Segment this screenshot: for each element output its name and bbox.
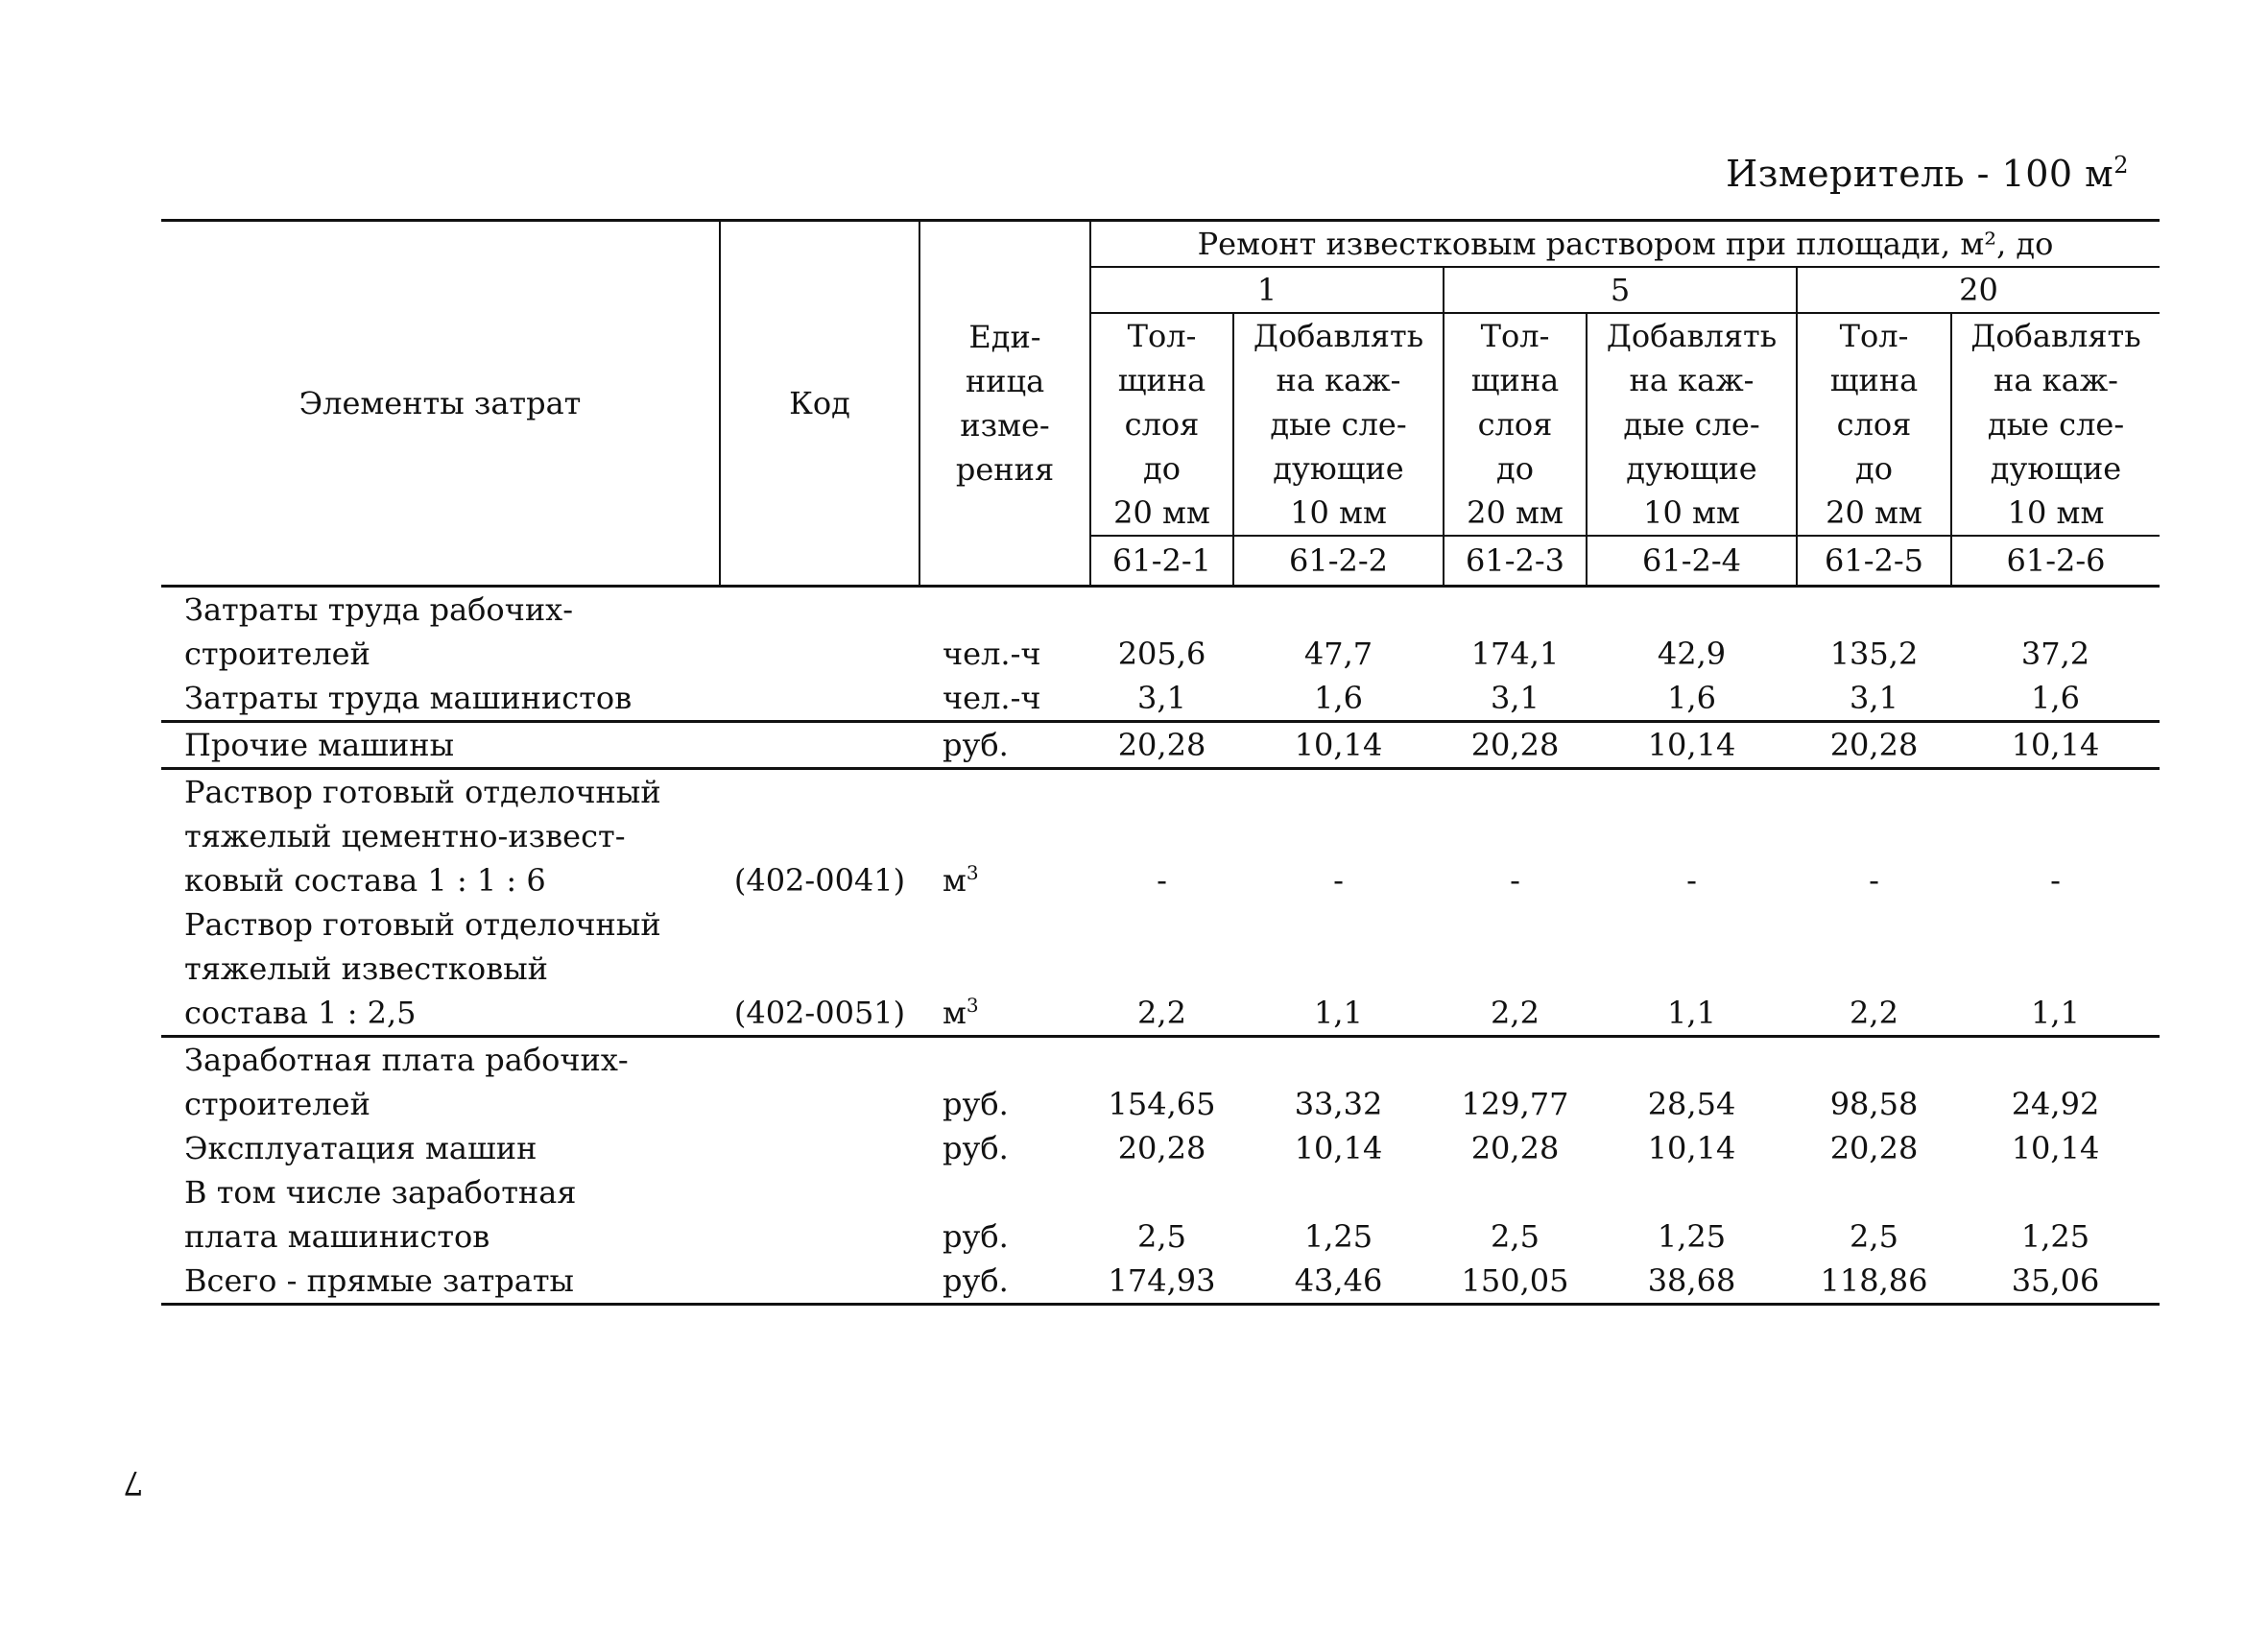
- header-thickness-line: слоя: [1124, 406, 1200, 443]
- measure-sup: 2: [2113, 152, 2129, 179]
- value-cell: 1,6: [1233, 676, 1444, 722]
- header-add-each-10mm-line: дующие: [1626, 450, 1757, 487]
- value-cell: -: [1686, 862, 1697, 899]
- row-label: [161, 1126, 720, 1170]
- row-label-line: Эксплуатация машин: [184, 1130, 537, 1166]
- header-add-each-10mm-line: 10 мм: [1290, 494, 1387, 531]
- row-label: [161, 676, 720, 722]
- measure-unit: [1726, 152, 2129, 195]
- row-label-line: строителей: [184, 1086, 370, 1122]
- norm-code: 61-2-6: [1951, 536, 2160, 587]
- header-thickness-line: щина: [1470, 362, 1560, 398]
- value-cell: 37,2: [2020, 636, 2090, 672]
- value-cell: 47,7: [1303, 636, 1373, 672]
- value-cell: 20,28: [1444, 722, 1587, 769]
- header-thickness: [1797, 313, 1951, 536]
- resource-code: [720, 676, 919, 722]
- value-cell: -: [1333, 862, 1344, 899]
- unit-text: руб.: [943, 1218, 1009, 1255]
- value-cell: 10,14: [1587, 722, 1797, 769]
- value-cell: 2,5: [1850, 1218, 1898, 1255]
- table-row: [161, 587, 2160, 677]
- header-unit-line: Еди-: [968, 319, 1041, 355]
- header-add-each-10mm: [1233, 313, 1444, 536]
- header-area-20: 20: [1797, 267, 2160, 313]
- unit-text: м: [943, 995, 967, 1031]
- value-cell: 35,06: [1951, 1259, 2160, 1305]
- table-row: [161, 902, 2160, 1037]
- value-cell: 1,25: [1303, 1218, 1373, 1255]
- unit-of-measure: [919, 1037, 1090, 1127]
- resource-code: [720, 587, 919, 677]
- value-cell: 38,68: [1587, 1259, 1797, 1305]
- value-cell: 205,6: [1117, 636, 1206, 672]
- header-thickness-line: Тол-: [1480, 318, 1550, 354]
- value-cell: 2,2: [1090, 902, 1233, 1037]
- value-cell: 10,14: [2011, 1130, 2100, 1166]
- value-cell: 135,2: [1829, 636, 1919, 672]
- header-group-title: Ремонт известковым раствором при площади, м², до: [1090, 221, 2160, 268]
- row-label: [161, 587, 720, 677]
- norm-code: 61-2-3: [1444, 536, 1587, 587]
- value-cell: 2,2: [1444, 902, 1587, 1037]
- header-thickness-line: до: [1143, 450, 1181, 487]
- resource-code: [720, 1037, 919, 1127]
- unit-of-measure: [919, 769, 1090, 903]
- unit-of-measure: [919, 676, 1090, 722]
- value-cell: 10,14: [1951, 722, 2160, 769]
- resource-code: (402-0041): [733, 862, 906, 899]
- value-cell: 43,46: [1233, 1259, 1444, 1305]
- value-cell: 1,6: [1951, 676, 2160, 722]
- value-cell: 3,1: [1797, 676, 1951, 722]
- header-add-each-10mm-line: на каж-: [1629, 362, 1755, 398]
- unit-text: м: [943, 862, 967, 899]
- value-cell: 1,25: [1657, 1218, 1727, 1255]
- unit-of-measure: [919, 1126, 1090, 1170]
- header-thickness-line: 20 мм: [1467, 494, 1564, 531]
- table-row: [161, 722, 2160, 769]
- resource-code: [720, 1170, 919, 1259]
- resource-code: (402-0051): [720, 902, 919, 1037]
- header-thickness-line: 20 мм: [1826, 494, 1922, 531]
- row-label-line: строителей: [184, 636, 370, 672]
- header-thickness-line: слоя: [1477, 406, 1553, 443]
- header-thickness-line: щина: [1829, 362, 1919, 398]
- resource-code: [720, 1259, 919, 1305]
- row-label-line: состава 1 : 2,5: [184, 995, 417, 1031]
- value-cell: 3,1: [1090, 676, 1233, 722]
- header-add-each-10mm-line: Добавлять: [1970, 318, 2141, 354]
- unit-text: руб.: [943, 1262, 1009, 1299]
- table-row: [161, 1259, 2160, 1305]
- row-label-line: Прочие машины: [184, 727, 455, 763]
- norm-code: 61-2-4: [1587, 536, 1797, 587]
- row-label-line: Раствор готовый отделочный: [184, 906, 661, 943]
- header-add-each-10mm-line: Добавлять: [1606, 318, 1778, 354]
- header-unit: [919, 221, 1090, 587]
- value-cell: 33,32: [1294, 1086, 1383, 1122]
- header-add-each-10mm-line: 10 мм: [1643, 494, 1740, 531]
- value-cell: 3,1: [1444, 676, 1587, 722]
- header-thickness-line: слоя: [1836, 406, 1912, 443]
- header-thickness-line: 20 мм: [1113, 494, 1210, 531]
- row-label: [161, 1259, 720, 1305]
- value-cell: 1,1: [1951, 902, 2160, 1037]
- unit-text: руб.: [943, 1086, 1009, 1122]
- row-label-line: тяжелый известковый: [184, 950, 548, 987]
- table-row: [161, 769, 2160, 903]
- header-thickness: [1444, 313, 1587, 536]
- header-thickness-line: до: [1496, 450, 1534, 487]
- resource-code: [720, 722, 919, 769]
- unit-text: руб.: [943, 1130, 1009, 1166]
- unit-text: чел.-ч: [943, 636, 1041, 672]
- header-add-each-10mm-line: 10 мм: [2007, 494, 2105, 531]
- table-row: [161, 1037, 2160, 1127]
- row-label-line: Затраты труда машинистов: [184, 680, 633, 716]
- header-add-each-10mm-line: дующие: [1990, 450, 2122, 487]
- header-add-each-10mm: [1587, 313, 1797, 536]
- row-label: [161, 1037, 720, 1127]
- norm-code: 61-2-5: [1797, 536, 1951, 587]
- value-cell: 10,14: [1647, 1130, 1736, 1166]
- page-number: 7: [123, 1463, 144, 1501]
- row-label-line: Всего - прямые затраты: [184, 1262, 574, 1299]
- unit-superscript: 3: [966, 994, 979, 1017]
- value-cell: 118,86: [1797, 1259, 1951, 1305]
- header-add-each-10mm-line: Добавлять: [1253, 318, 1424, 354]
- value-cell: 1,25: [2020, 1218, 2090, 1255]
- header-thickness-line: до: [1855, 450, 1893, 487]
- header-area-5: 5: [1444, 267, 1797, 313]
- row-label-line: тяжелый цементно-извест-: [184, 818, 626, 854]
- header-code: Код: [720, 221, 919, 587]
- value-cell: 174,1: [1470, 636, 1560, 672]
- value-cell: 20,28: [1797, 722, 1951, 769]
- value-cell: 42,9: [1657, 636, 1727, 672]
- value-cell: 1,1: [1233, 902, 1444, 1037]
- row-label: [161, 902, 720, 1037]
- table-row: [161, 1126, 2160, 1170]
- value-cell: 2,5: [1491, 1218, 1540, 1255]
- header-elements: Элементы затрат: [161, 221, 720, 587]
- header-add-each-10mm-line: дые сле-: [1623, 406, 1760, 443]
- unit-text: чел.-ч: [943, 680, 1041, 716]
- value-cell: 129,77: [1461, 1086, 1569, 1122]
- value-cell: 98,58: [1829, 1086, 1919, 1122]
- header-add-each-10mm-line: на каж-: [1276, 362, 1401, 398]
- value-cell: 2,2: [1797, 902, 1951, 1037]
- header-thickness: [1090, 313, 1233, 536]
- row-label-line: Раствор готовый отделочный: [184, 774, 661, 810]
- header-add-each-10mm: [1951, 313, 2160, 536]
- measure-label: Измеритель - 100 м: [1726, 153, 2114, 195]
- header-add-each-10mm-line: на каж-: [1993, 362, 2118, 398]
- row-label: [161, 769, 720, 903]
- unit-of-measure: [919, 722, 1090, 769]
- row-label-line: плата машинистов: [184, 1218, 490, 1255]
- row-label-line: ковый состава 1 : 1 : 6: [184, 862, 546, 899]
- header-unit-line: ница: [965, 363, 1045, 399]
- header-thickness-line: щина: [1117, 362, 1206, 398]
- header-add-each-10mm-line: дые сле-: [1987, 406, 2125, 443]
- value-cell: 1,6: [1587, 676, 1797, 722]
- value-cell: -: [1869, 862, 1879, 899]
- value-cell: 1,1: [1587, 902, 1797, 1037]
- value-cell: 24,92: [2011, 1086, 2100, 1122]
- header-unit-line: изме-: [960, 407, 1050, 444]
- cost-norms-table: [161, 219, 2160, 1306]
- table-row: [161, 676, 2160, 722]
- header-add-each-10mm-line: дующие: [1273, 450, 1404, 487]
- value-cell: 10,14: [1233, 722, 1444, 769]
- header-unit-line: рения: [955, 451, 1055, 488]
- row-label-line: Затраты труда рабочих-: [184, 591, 574, 628]
- value-cell: 174,93: [1090, 1259, 1233, 1305]
- row-label: [161, 722, 720, 769]
- value-cell: -: [1510, 862, 1520, 899]
- value-cell: -: [1157, 862, 1167, 899]
- header-thickness-line: Тол-: [1839, 318, 1909, 354]
- value-cell: 2,5: [1137, 1218, 1186, 1255]
- value-cell: 154,65: [1108, 1086, 1216, 1122]
- norm-code: 61-2-2: [1233, 536, 1444, 587]
- header-area-1: 1: [1090, 267, 1444, 313]
- norm-code: 61-2-1: [1090, 536, 1233, 587]
- resource-code: [720, 1126, 919, 1170]
- value-cell: -: [2050, 862, 2061, 899]
- row-label: [161, 1170, 720, 1259]
- value-cell: 150,05: [1444, 1259, 1587, 1305]
- header-add-each-10mm-line: дые сле-: [1270, 406, 1407, 443]
- unit-of-measure: [919, 902, 1090, 1037]
- value-cell: 20,28: [1117, 1130, 1206, 1166]
- unit-of-measure: [919, 1259, 1090, 1305]
- value-cell: 28,54: [1647, 1086, 1736, 1122]
- row-label-line: Заработная плата рабочих-: [184, 1042, 629, 1078]
- value-cell: 20,28: [1829, 1130, 1919, 1166]
- row-label-line: В том числе заработная: [184, 1174, 577, 1211]
- unit-superscript: 3: [966, 861, 979, 884]
- value-cell: 20,28: [1090, 722, 1233, 769]
- unit-of-measure: [919, 1170, 1090, 1259]
- value-cell: 20,28: [1470, 1130, 1560, 1166]
- unit-text: руб.: [943, 727, 1009, 763]
- header-thickness-line: Тол-: [1127, 318, 1197, 354]
- table-row: [161, 1170, 2160, 1259]
- value-cell: 10,14: [1294, 1130, 1383, 1166]
- unit-of-measure: [919, 587, 1090, 677]
